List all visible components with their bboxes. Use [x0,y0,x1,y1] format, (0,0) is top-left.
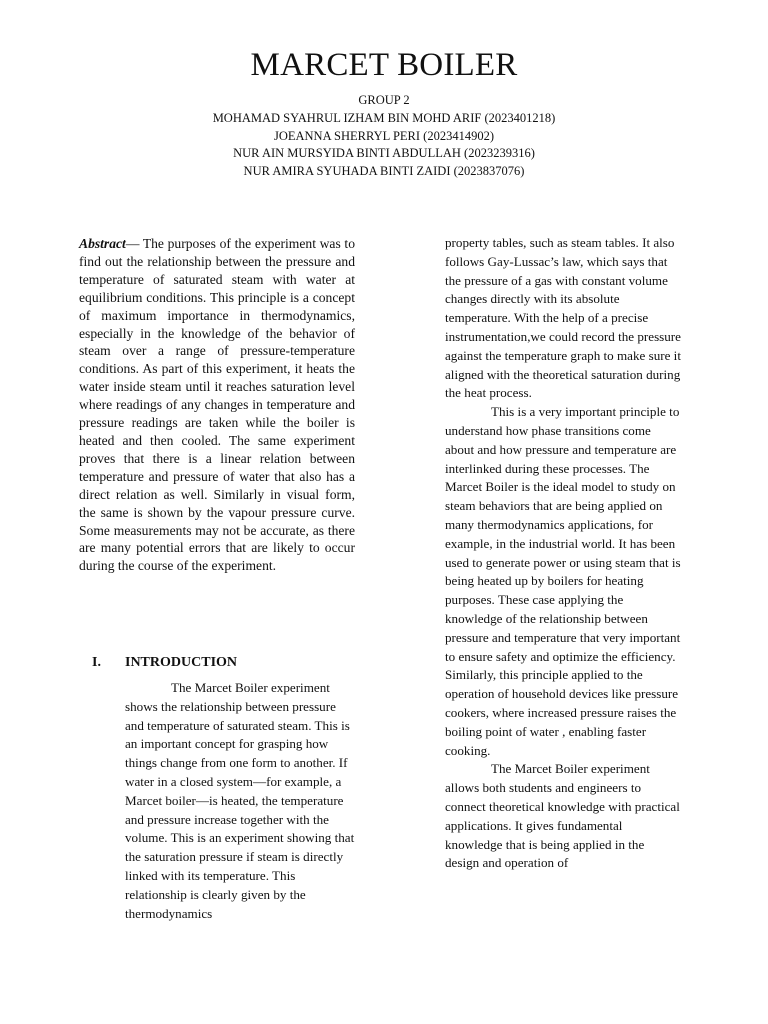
abstract-block [79,235,355,575]
abstract-label: Abstract [79,236,126,251]
section-heading-introduction [92,654,237,672]
introduction-body [125,679,357,923]
introduction-continuation: property tables, such as steam tables. It also follows Gay-Lussac’s law, which says that the pressure of a gas with constant volume changes directly with its absolute temperature. With the help of a precise instrumentation,we could record the pressure against the temperature graph to make sure it aligned with the theoretical saturation during the heat process. [445,235,681,401]
author-4: NUR AMIRA SYUHADA BINTI ZAIDI (2023837076) [243,163,525,178]
section-title: INTRODUCTION [125,655,238,670]
introduction-paragraph: The Marcet Boiler experiment shows the relationship between pressure and temperature of saturated steam. This is an important concept for grasping how things change from one form to another. If water in a closed system—for example, a Marcet boiler—is heated, the temperature and pressure increase together with the volume. This is an experiment showing that the saturation pressure if steam is directly linked with its temperature. This relationship is clearly given by the thermodynamics [125,680,355,921]
author-3: NUR AIN MURSYIDA BINTI ABDULLAH (2023239316) [233,146,535,160]
group-label: GROUP 2 [358,93,410,107]
abstract-text: The purposes of the experiment was to find out the relationship between the pressure and temperature of saturated steam with water at equilibrium conditions. This principle is a concept of maximum importance in thermodynamics, especially in the knowledge of the behavior of steam over a range of pressure-temperature conditions. As part of this experiment, it heats the water inside steam until it reaches saturation level where readings of any changes in temperature and pressure readings are taken while the boiler is heated and then cooled. The same experiment proves that there is a linear relation between temperature and pressure of water that also has a direct relation as well. Similarly in visual form, the same is shown by the vapour pressure curve. Some measurements may not be accurate, as there are many potential errors that are likely to occur during the course of the experiment. [79,236,355,574]
abstract-dash: — [125,236,143,251]
paper-title: MARCET BOILER [250,47,518,83]
section-number: I. [92,655,101,670]
author-2: JOEANNA SHERRYL PERI (2023414902) [273,128,495,143]
author-1: MOHAMAD SYAHRUL IZHAM BIN MOHD ARIF (2023401218) [212,111,556,125]
author-list [0,110,768,180]
right-column [445,234,681,873]
introduction-paragraph-3: The Marcet Boiler experiment allows both students and engineers to connect theoretical knowledge with practical applications. It gives fundamental knowledge that is being applied in the design and operation of [445,761,680,871]
introduction-paragraph-2: This is a very important principle to understand how phase transitions come about and how pressure and temperature are interlinked during these processes. The Marcet Boiler is the ideal model to study on steam behaviors that are being applied on many thermodynamics applications, for example, in the industrial world. It has been used to generate power or using steam that is being heated up by boilers for heating purposes. These case applying the knowledge of the relationship between pressure and temperature that very important to ensure safety and optimize the efficiency. Similarly, this principle applied to the operation of household devices like pressure cookers, where increased pressure raises the boiling point of water , enabling faster cooking. [445,404,681,758]
